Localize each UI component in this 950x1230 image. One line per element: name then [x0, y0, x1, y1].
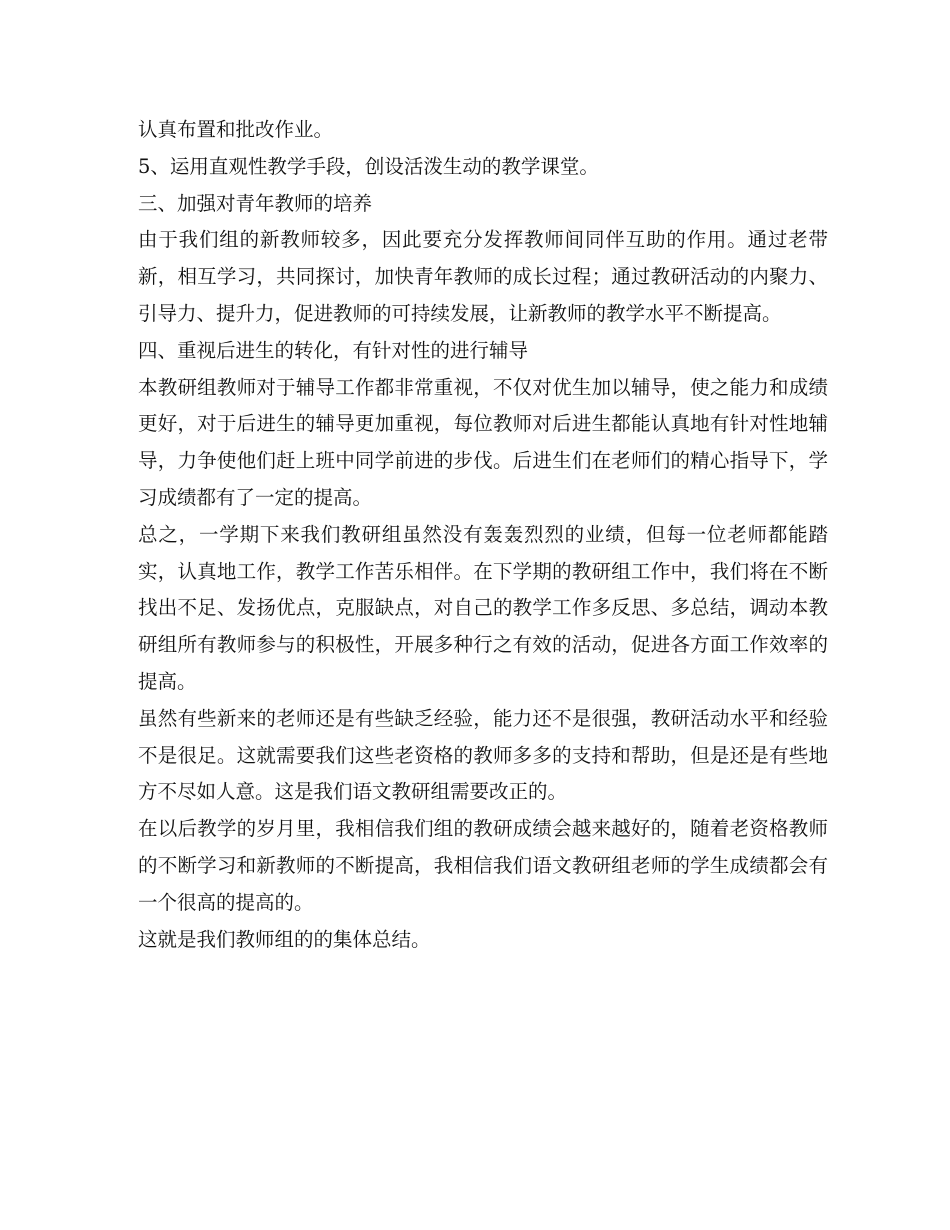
document-body	[138, 112, 828, 958]
paragraph-shortcomings: 虽然有些新来的老师还是有些缺乏经验，能力还不是很强，教研活动水平和经验不是很足。这就需要我们这些老资格的教师多多的支持和帮助，但是还是有些地方不尽如人意。这是我们语文教研组需要改正的。	[138, 706, 828, 804]
section-heading-3: 三、加强对青年教师的培养	[138, 191, 373, 215]
paragraph-item-5: 5、运用直观性教学手段，创设活泼生动的教学课堂。	[138, 154, 599, 178]
paragraph-outlook: 在以后教学的岁月里，我相信我们组的教研成绩会越来越好的，随着老资格教师的不断学习和新教师的不断提高，我相信我们语文教研组老师的学生成绩都会有一个很高的提高的。	[138, 817, 828, 914]
paragraph-closing: 这就是我们教师组的的集体总结。	[138, 927, 431, 951]
section-heading-4: 四、重视后进生的转化，有针对性的进行辅导	[138, 338, 529, 362]
paragraph-homework: 认真布置和批改作业。	[138, 118, 334, 141]
paragraph-conclusion: 总之，一学期下来我们教研组虽然没有轰轰烈烈的业绩，但每一位老师都能踏实，认真地工作，教学工作苦乐相伴。在下学期的教研组工作中，我们将在不断找出不足、发扬优点，克服缺点，对自己的教学工作多反思、多总结，调动本教研组所有教师参与的积极性，开展多种行之有效的活动，促进各方面工作效率的提高。	[138, 522, 828, 693]
paragraph-tutoring: 本教研组教师对于辅导工作都非常重视，不仅对优生加以辅导，使之能力和成绩更好，对于后进生的辅导更加重视，每位教师对后进生都能认真地有针对性地辅导，力争使他们赶上班中同学前进的步伐。后进生们在老师们的精心指导下，学习成绩都有了一定的提高。	[138, 375, 828, 509]
paragraph-young-teachers: 由于我们组的新教师较多，因此要充分发挥教师间同伴互助的作用。通过老带新，相互学习，共同探讨，加快青年教师的成长过程；通过教研活动的内聚力、引导力、提升力，促进教师的可持续发展，让新教师的教学水平不断提高。	[138, 228, 828, 325]
